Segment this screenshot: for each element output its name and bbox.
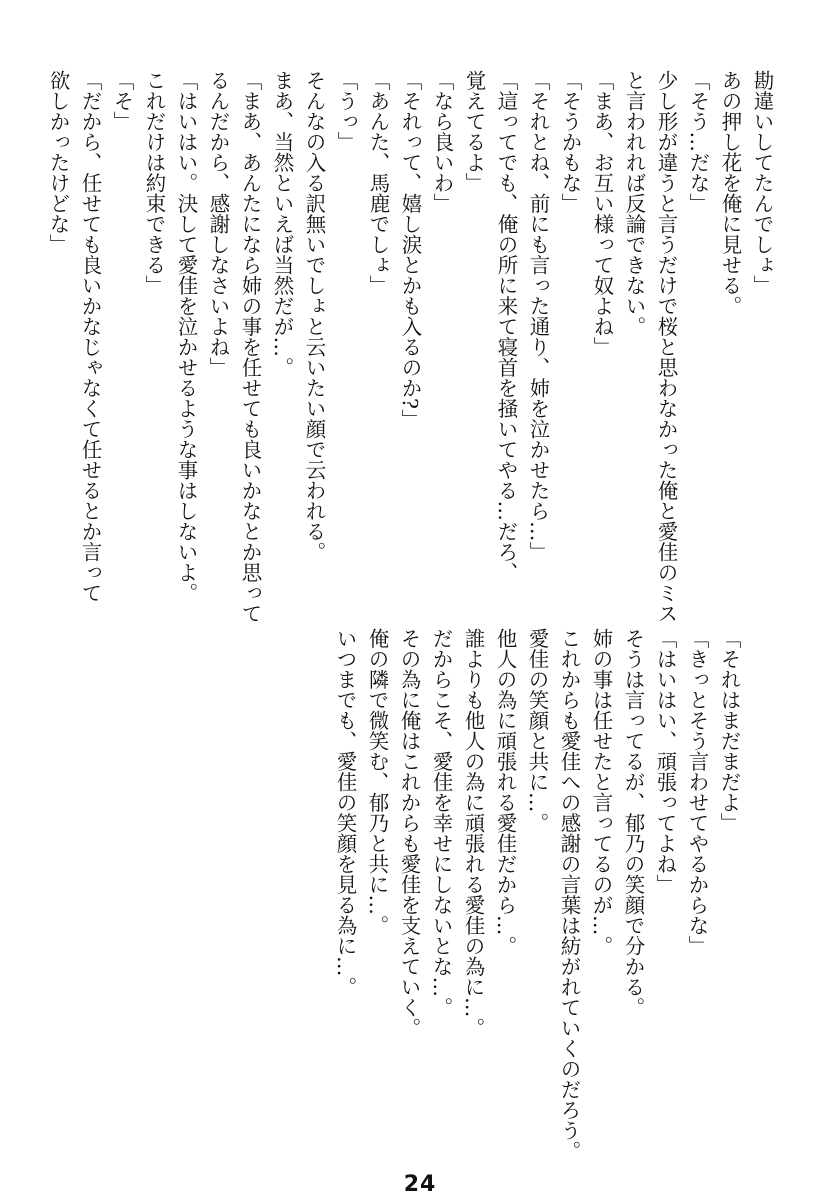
text-line: 「そう…だな」 [686, 70, 710, 214]
upper-text-block [42, 70, 778, 624]
text-line: 「そうかもな」 [558, 70, 582, 214]
text-line: そんなの入る訳無いでしょと云いたい顔で云われる。 [302, 70, 326, 562]
text-line: 欲しかったけどな」 [46, 70, 70, 255]
text-line: 「うっ」 [334, 70, 358, 152]
page-number: 24 [403, 1172, 437, 1197]
text-line: 「はいはい、頑張ってよね」 [653, 628, 677, 895]
text-line: 俺の隣で微笑む、郁乃と共に…。 [365, 628, 389, 936]
text-line: 「それって、嬉し涙とかも入るのか?」 [398, 70, 422, 430]
text-line: 「這ってでも、俺の所に来て寝首を掻いてやる…だろ、 [494, 70, 518, 583]
text-line: 「はいはい。決して愛佳を泣かせるような事はしないよ。 [174, 70, 198, 603]
text-line: これからも愛佳への感謝の言葉は紡がれていくのだろう。 [557, 628, 581, 1161]
text-line: 「そ」 [110, 70, 134, 132]
text-line: 「まあ、あんたになら姉の事を任せても良いかなとか思って [238, 70, 262, 624]
text-line: 「なら良いわ」 [430, 70, 454, 214]
text-line: 誰よりも他人の為に頑張れる愛佳の為に…。 [461, 628, 485, 1038]
text-line: 「だから、任せても良いかなじゃなくて任せるとか言って [78, 70, 102, 603]
lower-text-block [329, 628, 745, 1161]
text-line: 「あんた、馬鹿でしょ」 [366, 70, 390, 296]
text-line: 姉の事は任せたと言ってるのが…。 [589, 628, 613, 956]
text-line: いつまでも、愛佳の笑顔を見る為に…。 [333, 628, 357, 997]
text-line: これだけは約束できる」 [142, 70, 166, 296]
text-line: 覚えてるよ」 [462, 70, 486, 193]
text-line: るんだから、感謝しなさいよね」 [206, 70, 230, 378]
text-line: 「それとね、前にも言った通り、姉を泣かせたら…」 [526, 70, 550, 562]
text-line: 愛佳の笑顔と共に…。 [525, 628, 549, 833]
text-line: 「それはまだまだよ」 [717, 628, 741, 833]
text-line: まあ、当然といえば当然だが…。 [270, 70, 294, 378]
text-line: だからこそ、愛佳を幸せにしないとな…。 [429, 628, 453, 1018]
text-line: 少し形が違うと言うだけで桜と思わなかった俺と愛佳のミス [654, 70, 678, 624]
text-line: と言われれば反論できない。 [622, 70, 646, 337]
text-line: そうは言ってるが、郁乃の笑顔で分かる。 [621, 628, 645, 1018]
text-line: 他人の為に頑張れる愛佳だから…。 [493, 628, 517, 956]
text-line: あの押し花を俺に見せる。 [718, 70, 742, 316]
text-line: その為に俺はこれからも愛佳を支えていく。 [397, 628, 421, 1038]
text-line: 「まあ、お互い様って奴よね」 [590, 70, 614, 357]
text-line: 勘違いしてたんでしょ」 [750, 70, 774, 296]
text-line: 「きっとそう言わせてやるからな」 [685, 628, 709, 956]
